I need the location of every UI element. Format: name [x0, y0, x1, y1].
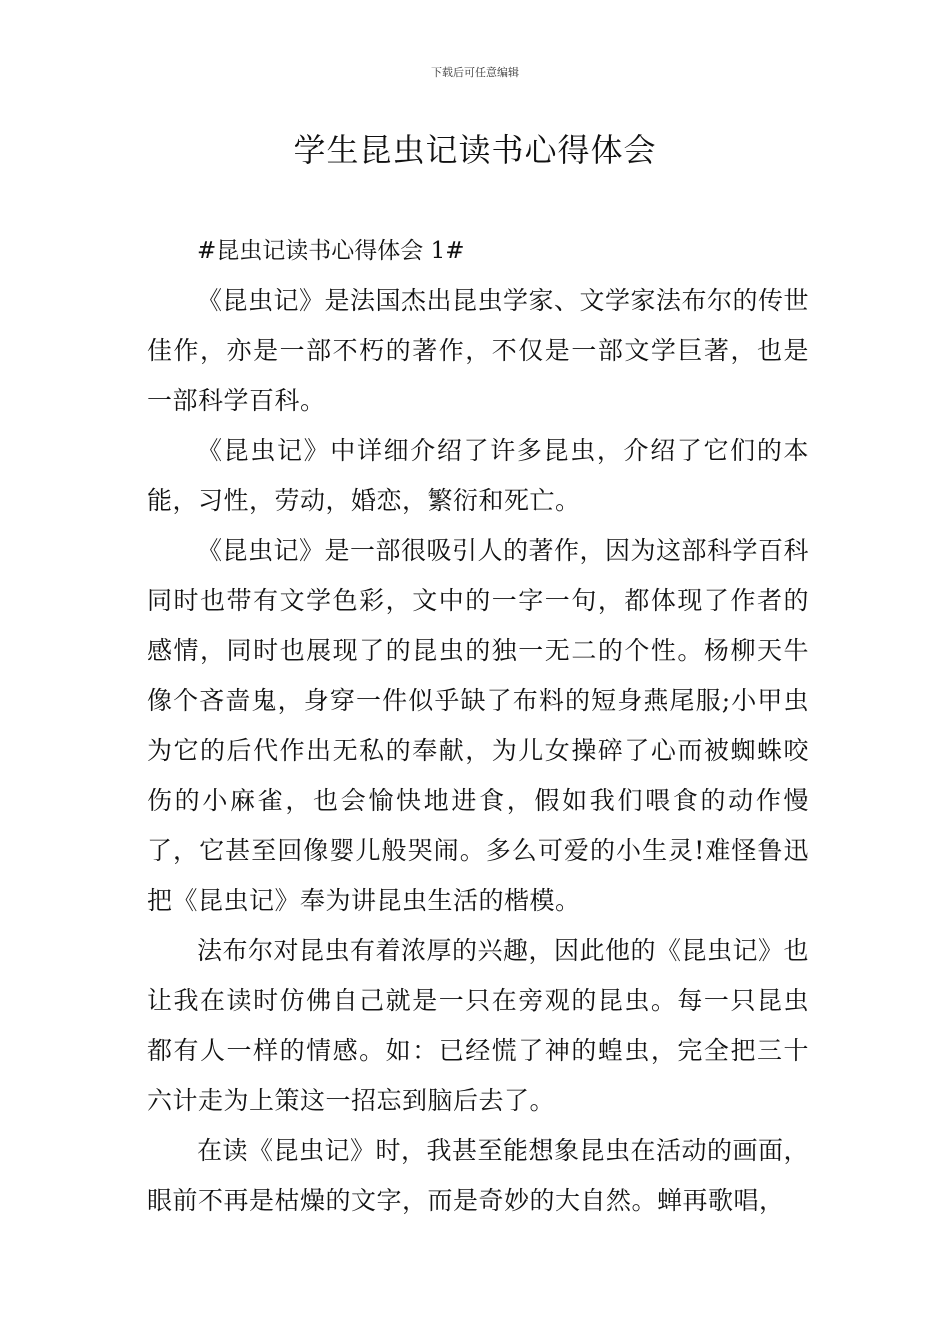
paragraph-3: 《昆虫记》是一部很吸引人的著作，因为这部科学百科同时也带有文学色彩，文中的一字一句，都体现了作者的感情，同时也展现了的昆虫的独一无二的个性。杨柳天牛像个吝啬鬼，身穿一件似乎缺了布料的短身燕尾服;小甲虫为它的后代作出无私的奉献，为儿女操碎了心而被蜘蛛咬伤的小麻雀，也会愉快地进食，假如我们喂食的动作慢了，它甚至回像婴儿般哭闹。多么可爱的小生灵!难怪鲁迅把《昆虫记》奉为讲昆虫生活的楷模。 — [147, 536, 810, 915]
paragraph-1: 《昆虫记》是法国杰出昆虫学家、文学家法布尔的传世佳作，亦是一部不朽的著作，不仅是一部文学巨著，也是一部科学百科。 — [147, 286, 810, 415]
document-title: 学生昆虫记读书心得体会 — [293, 131, 657, 169]
paragraph-2: 《昆虫记》中详细介绍了许多昆虫，介绍了它们的本能，习性，劳动，婚恋，繁衍和死亡。 — [147, 436, 809, 515]
paragraph-5: 在读《昆虫记》时，我甚至能想象昆虫在活动的画面，眼前不再是枯燥的文字，而是奇妙的大自然。蝉再歌唱， — [147, 1136, 810, 1215]
document-body — [147, 226, 809, 1226]
section-heading: #昆虫记读书心得体会 1# — [197, 238, 465, 264]
page-header-note: 下载后可任意编辑 — [431, 66, 519, 79]
paragraph-4: 法布尔对昆虫有着浓厚的兴趣，因此他的《昆虫记》也让我在读时仿佛自己就是一只在旁观的昆虫。每一只昆虫都有人一样的情感。如：已经慌了神的蝗虫，完全把三十六计走为上策这一招忘到脑后去了。 — [147, 936, 810, 1115]
